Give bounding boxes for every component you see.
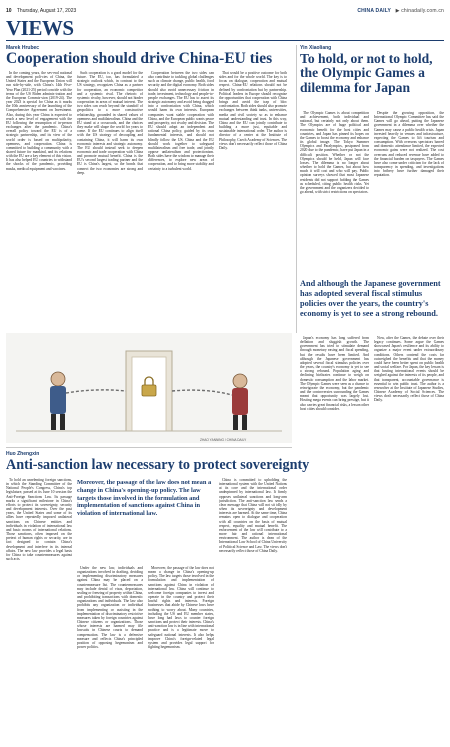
article2-text-2: Despite the growing opposition, the International Olympic Committee has said the Games will go ahead, putting the Japanese government in a dilemma over whether the Games may cause a public health crisis. Japan invested heavily in venues and infrastructure, expecting the Games to lift tourism and consumption. With overseas spectators barred and domestic attendance limited, the expected economic gains were not realized. The cost overruns and reduced revenue have added to the financial burden on taxpayers. The Games have also come under criticism for the lack of transparency in spending, and investigations into bribery have further damaged their reputation. <box>374 111 444 178</box>
cartoon-credit: ZHAO YANNING / CHINA DAILY <box>200 438 247 442</box>
paper-name: CHINA DAILY <box>357 8 391 14</box>
article3-text-2: Under the new law, individuals and organizations involved in drafting, deciding or implementing discriminatory measures against China may be placed on a countermeasure list. The countermeasures may include denial of visas, deportation, sealing or freezing of property within China, and prohibiting transactions with domestic organizations and individuals. The law also prohibits any organization or individual from implementing or assisting in the implementation of discriminatory restrictive measures taken by foreign countries against Chinese citizens or organizations. Those whose interests are harmed may file lawsuits in Chinese courts to demand compensation. The law is a defensive measure and reflects China's principled position of opposing hegemonism and power politics. <box>77 566 143 649</box>
page-number: 10 <box>6 8 12 14</box>
article3-column-3 <box>148 566 214 740</box>
article1-text-1: In the coming years, the sev-eral national and development poli-cies of China, the United States and the European Union will run side-by-side, with China's 14th Five-Year Plan (2021-25) period concide with the terms of the US Biden adminis-tration and the European Commis-sion (2019-24). The year 2023 is special for China as it marks the 10th anniversary of the launching of the Comprehensive Agreement on Investment. Also, during this year China is expected to reach a new level of engagement with the EU following the resumption of in-person exchanges after the pandemic. China's overall policy toward the EU is of a strategic partnership, and its view of the world order is based on multipolarity, openness, and cooperation. China is committed to building a community with a shared future for mankind, and its relations with the EU are a key element of this vision. It has also helped EU countries to withstand the shocks of the pandemic, providing masks, medical equipment and vaccines. <box>6 71 72 171</box>
article3-byline: Huo Zhengxin <box>6 451 40 457</box>
issue-date: Thursday, August 17, 2023 <box>16 8 77 14</box>
article1-headline: Cooperation should drive China-EU ties <box>6 50 273 67</box>
section-title: VIEWS <box>6 16 74 40</box>
article1-column-4 <box>219 71 287 330</box>
article1-column-2 <box>77 71 143 330</box>
article2-column-3 <box>300 336 369 736</box>
edition-link[interactable]: ▶ chinadaily.com.cn <box>395 8 444 14</box>
article3-headline: Anti-sanction law necessary to protect sovereignty <box>6 457 310 473</box>
article1-text-3: Cooperation between the two sides can also contribute to tackling global challenges such as climate change, public health, food security and the digital economy. Both sides should also avoid unnecessary friction in trade, investment, technology and people-to-people exchanges. The EU has to assert its strategic autonomy and avoid being dragged into a confrontation with China, which would harm its own interests. European companies want stable cooperation with China, and the European public wants peace and prosperity, not rivalry and division. The EU should adopt an independent and rational China policy, guided by its own fundamental interests, and should not blindly follow the US. China and the EU should work together to safeguard multilateralism and free trade, and jointly oppose unilateralism and protectionism. Both sides have the wisdom to manage their differences, to explore new areas of cooperation, and to bring more stability and certainty to a turbulent world. <box>148 71 214 171</box>
article3-text-3: Moreover, the passage of the law does not mean a change in China's opening-up policy. The law targets those involved in the formulation and implementation of sanctions against China in violation of international law. China will continue to welcome foreign companies to invest and operate in the country and protect their lawful rights and interests. Foreign businesses that abide by Chinese laws have nothing to worry about. Many countries, including the US and EU member states, have long had laws to counter foreign sanctions and protect their interests. China's anti-sanction law is in line with international practice and is a legitimate move to safeguard national interests. It also helps improve China's foreign-related legal system and provides legal support for fighting hegemonism. <box>148 566 214 649</box>
article3-column-2 <box>77 566 143 740</box>
article2-text-1: The Olympic Games is about competition and achievement, both individual and national, but certainly not only about them. The Olympics are of huge political and economic benefit for the host cities and countries, and Japan has pinned its hopes on the Games to boost the economy and enhance its global image. The Tokyo Summer Olympics and Paralympics, postponed from 2020 due to the pandemic, have put Japan in a difficult position. Whether or not the Olympics should be held, Japan will face losses. The dilemma is no longer about whether to hold the Games, but about how much it will cost and who will pay. Public opinion surveys showed that most Japanese residents did not support holding the Games as scheduled, citing public health risks. Yet the government and the organizers decided to go ahead, with strict restrictions on spectators. <box>300 111 369 194</box>
article1-text-4: That would be a positive outcome for both sides and for the whole world. The key is to focus on dialogue, cooperation and mutual respect. China-EU relations should not be defined by confrontation but by partnership. Political leaders in Europe should recognize the opportunities that cooperation with China brings and avoid the trap of bloc confrontation. Both sides should also promote exchanges between think tanks, universities, media and civil society so as to enhance mutual understanding and trust. In this way, China and the EU can jointly contribute to building a more just, equitable and sustainable international order. The author is director of a center at the Institute of Philosophy, Czech Academy of Sciences. The views don't necessarily reflect those of China Daily. <box>219 71 287 150</box>
article2-byline: Yin Xiaoliang <box>300 45 332 51</box>
article3-column-4 <box>219 478 287 740</box>
article3-text-1: To hold an unrelenting foreign sanctions, in which the Standing Committee of the National People's Congress, China's top legislature, passed at its June 10 session the Anti-Foreign Sanctions Law. Its passage marks a significant milestone in China's efforts to protect its sovereignty, security and development interests. Over the past years, the United States and some of its allies have repeatedly imposed unilateral sanctions on Chinese entities and individuals in violation of international law and basic norms of international relations. Those sanctions, often imposed on the pretext of human rights or security, are in fact designed to contain China's development and interfere in its internal affairs. The new law provides a legal basis for China to take countermeasures against such acts. <box>6 478 72 561</box>
article1-byline: Marek Hrubec <box>6 45 40 51</box>
column-divider <box>296 45 297 333</box>
article1-column-1 <box>6 71 72 330</box>
article2-headline: To hold, or not to hold, the Olympic Games a dilemma for Japan <box>300 51 433 95</box>
article2-column-2 <box>374 111 444 279</box>
editorial-cartoon <box>6 333 292 443</box>
article1-text-2: Such cooperation is a good model for the future. The EU, too, has formulated a strategic outlook which, in contrast to the US strategy, recognizes China as a partner for cooperation, an economic competitor and a systemic rival. The rhetoric of systemic rivalry, however, should not hinder cooperation in areas of mutual interest. The two sides can reach beyond the standoff of geopolitics to a more constructive relationship, grounded in shared values of openness and multilateralism. China and the EU stand at a crossroads, and the choices they make will shape the world for years to come. If the EU continues to align itself with the US strategy of decoupling and containing China, it will harm its own economic interests and strategic autonomy. The EU should instead seek to deepen economic and trade cooperation with China and promote mutual benefit. China is the EU's second largest trading partner and the EU is China's largest, so the bonds that connect the two economies are strong and deep. <box>77 71 143 175</box>
page-info <box>6 8 76 14</box>
masthead <box>357 8 444 14</box>
article3-column-1 <box>6 478 72 740</box>
section-divider <box>6 40 444 41</box>
article2-column-1 <box>300 111 369 279</box>
page-header <box>6 6 444 16</box>
section-divider-horizontal <box>6 447 292 448</box>
article2-text-4: Now, after the Games, the debate over their legacy continues. Some argue the Games showcased Japan's resilience and its ability to organize a major event under extraordinary conditions. Others contend the costs far outweighed the benefits and that the money could have been better spent on public health and social welfare. For Japan, the key lesson is that hosting international events should be weighed against the interests of its people, and that transparent, accountable governance is essential to win public trust. The author is a researcher at the Institute of Japanese Studies, Chinese Academy of Social Sciences. The views don't necessarily reflect those of China Daily. <box>374 336 444 403</box>
article2-text-3: Japan's economy has long suffered from deflation and sluggish growth. The government has tried to stimulate demand through monetary easing and fiscal spending, but the results have been limited. And although the Japanese government has adopted several fiscal stimulus policies over the years, the country's economy is yet to see a strong rebound. Population aging and declining birthrates continue to weigh on domestic consumption and the labor market. The Olympic Games were seen as a chance to reinvigorate the economy, but the pandemic and the controversies surrounding the Games meant that opportunity was largely lost. Hosting mega events can bring prestige, but it also carries great financial risks, a lesson other host cities should consider. <box>300 336 369 411</box>
cartoon-illustration <box>6 333 292 443</box>
article1-column-3 <box>148 71 214 330</box>
article2-column-4 <box>374 336 444 736</box>
article2-pullquote: And although the Japanese government has adopted several fiscal stimulus policies over the years, the country's economy is yet to see a strong rebound. <box>300 279 441 319</box>
article3-pullquote: Moreover, the passage of the law does not mean a change in China's opening-up policy. The law targets those involved in the formulation and implementation of sanctions against China in violation of international law. <box>77 479 212 518</box>
article3-text-4: China is committed to upholding the international system with the United Nations at its core and the international order underpinned by international law. It firmly opposes unilateral sanctions and long-arm jurisdiction. The anti-sanction law sends a clear message that China will not sit idly by when its sovereignty and development interests are harmed. At the same time, China remains open to dialogue and cooperation with all countries on the basis of mutual respect, equality and mutual benefit. The enforcement of the law will contribute to a more fair and rational international environment. The author is dean of the International Law School of China University of Political Science and Law. The views don't necessarily reflect those of China Daily. <box>219 478 287 553</box>
